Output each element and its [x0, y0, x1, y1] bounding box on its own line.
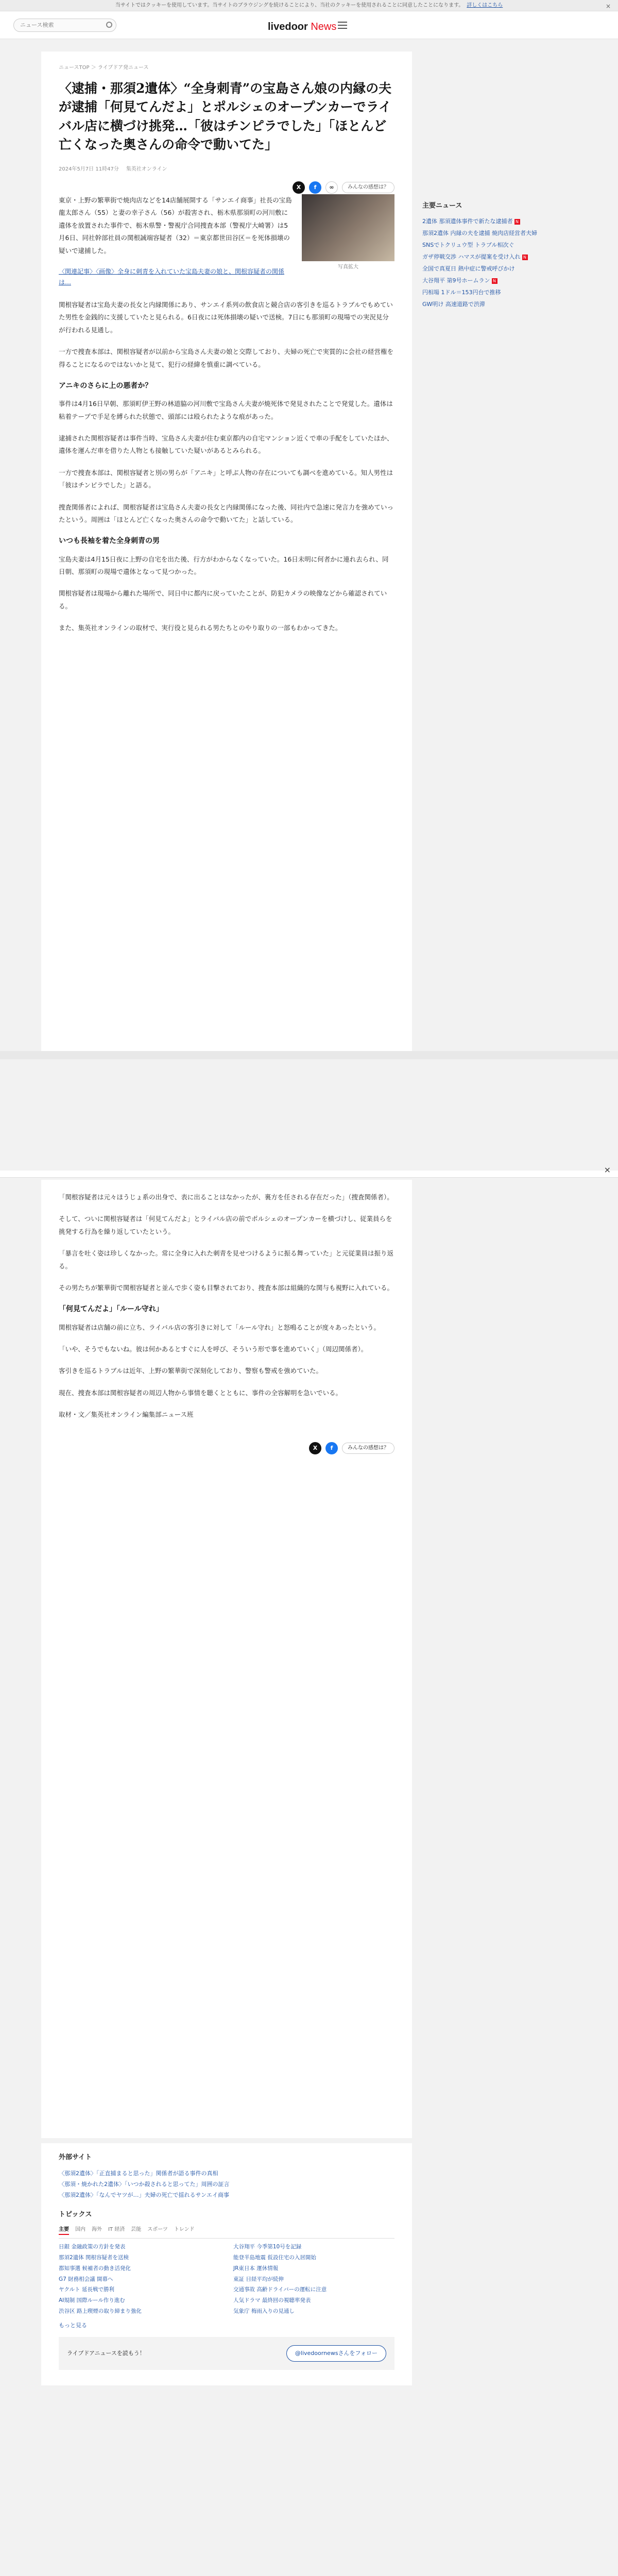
body-paragraph: また、集英社オンラインの取材で、実行役と見られる男たちとのやり取りの一部もわかってきた。 [59, 624, 342, 632]
search-icon[interactable] [106, 22, 112, 28]
article-meta [59, 162, 394, 177]
topic-item[interactable]: 日銀 金融政策の方針を発表 [59, 2244, 126, 2250]
external-link[interactable]: 〈那須・焼かれた2遺体〉「いつか殺されると思ってた」周囲の証言 [59, 2180, 230, 2188]
body-paragraph: 一方で捜査本部は、関根容疑者と別の男らが「アニキ」と呼ぶ人物の存在についても調べを進めている。知人男性は「彼はチンピラでした」と語る。 [59, 468, 393, 489]
article-credit: 取材・文／集英社オンライン編集部ニュース班 [59, 1411, 194, 1419]
tab-sports[interactable]: スポーツ [147, 2227, 168, 2233]
topic-item[interactable]: 都知事選 候補者の動き活発化 [59, 2265, 131, 2272]
body-paragraph: 一方で捜査本部は、関根容疑者が以前から宝島さん夫妻の娘と交際しており、夫婦の死亡で実質的に会社の経営権を得ることになるのではないかと見て、犯行の経緯を慎重に調べている。 [59, 348, 394, 368]
related-link[interactable]: 〈関連記事〉〈画像〉全身に刺青を入れていた宝島夫妻の娘と、関根容疑者の関係は… [59, 267, 285, 286]
body-paragraph: 「いや、そうでもないね。彼は何かあるとすぐに人を呼び、そういう形で事を進めていく」（周辺関係者）。 [59, 1345, 368, 1353]
sidebar-news-item[interactable]: 大谷翔平 第9号ホームラン N [422, 276, 577, 285]
article-title: 〈逮捕・那須2遺体〉“全身刺青”の宝島さん娘の内縁の夫が逮捕「何見てんだよ」とポルシェのオープンカーでライバル店に横づけ挑発…「彼はチンピラでした」「ほとんど亡くなった奥さんの命令で動いてた」 [59, 81, 392, 152]
tab-trend[interactable]: トレンド [174, 2227, 195, 2233]
divider [0, 1171, 618, 1178]
body-paragraph: 客引きを巡るトラブルは近年、上野の繁華街で深刻化しており、警察も警戒を強めていた。 [59, 1367, 323, 1375]
sidebar-news-item[interactable]: SNSでトクリュウ型 トラブル相次ぐ [422, 241, 514, 248]
new-badge-icon: N [522, 255, 528, 260]
sidebar [422, 201, 577, 312]
follow-box [59, 2337, 394, 2370]
divider [0, 1051, 618, 1059]
facebook-share-icon[interactable]: f [309, 181, 321, 194]
reactions-button[interactable]: みんなの感想は？ [342, 1443, 394, 1454]
photo-caption[interactable]: 写真拡大 [338, 264, 358, 270]
body-paragraph: 「関根容疑者は元々ほうじょ系の出身で、表に出ることはなかったが、裏方を任される存在だった」（捜査関係者）。 [59, 1193, 393, 1201]
section-heading: いつも長袖を着た全身刺青の男 [59, 537, 160, 546]
body-paragraph: その男たちが繁華街で関根容疑者と並んで歩く姿も目撃されており、捜査本部は組織的な関与も視野に入れている。 [59, 1283, 394, 1292]
sidebar-news-item[interactable]: ガザ停戦交渉 ハマスが提案を受け入れ N [422, 252, 577, 261]
topic-item[interactable]: 東証 日経平均が続伸 [233, 2276, 284, 2282]
topic-item[interactable]: 交通事故 高齢ドライバーの運転に注意 [233, 2286, 327, 2293]
body-paragraph: 関根容疑者は宝島夫妻の長女と内縁関係にあり、サンエイ系列の飲食店と競合店の客引きを巡るトラブルでもめていた男性を金銭的に支援していたと見られる。6日夜には死体損壊の疑いで送検。7日にも那須町の現場での実況見分が行われる見通し。 [59, 301, 393, 334]
close-icon[interactable]: × [605, 3, 611, 10]
topic-list [59, 2243, 394, 2316]
lower-section [41, 2143, 412, 2385]
topic-item[interactable]: 気象庁 梅雨入りの見通し [233, 2308, 295, 2315]
external-link[interactable]: 〈那須2遺体〉「なんでヤツが…」夫婦の死亡で揺れるサンエイ商事 [59, 2191, 229, 2198]
sidebar-title: 主要ニュース [422, 202, 462, 210]
reactions-button[interactable]: みんなの感想は？ [342, 182, 394, 193]
link-share-icon[interactable]: ∞ [325, 181, 338, 194]
breadcrumb[interactable]: ニュースTOP ＞ ライブドア発ニュース [59, 65, 149, 71]
menu-icon[interactable] [338, 22, 347, 29]
cookie-text: 当サイトではクッキーを使用しています。当サイトのブラウジングを続けることにより、当社のクッキーを使用されることに同意したことになります。 [115, 2, 464, 8]
body-paragraph: 「暴言を吐く姿は珍しくなかった。常に全身に入れた刺青を見せつけるように振る舞っていた」と元従業員は振り返る。 [59, 1249, 394, 1270]
sidebar-news-item[interactable]: 2遺体 那須遺体事件で新たな逮捕者 N [422, 217, 577, 226]
body-paragraph: 捜査関係者によれば、関根容疑者は宝島さん夫妻の長女と内縁関係になった後、同社内で急速に発言力を強めていったという。周囲は「ほとんど亡くなった奥さんの命令で動いてた」と話している。 [59, 503, 394, 523]
external-title: 外部サイト [59, 2154, 92, 2161]
section-heading: 「何見てんだよ」「ルール守れ」 [59, 1305, 163, 1314]
topic-tabs [59, 2226, 394, 2239]
article-continued [41, 1180, 412, 2138]
tab-entertainment[interactable]: 芸能 [131, 2227, 142, 2233]
new-badge-icon: N [492, 278, 497, 284]
article-main [41, 52, 412, 1051]
article-date: 2024年5月7日 11時47分 [59, 166, 119, 172]
share-bar [59, 1442, 394, 1454]
body-paragraph: 事件は4月16日早朝、那須町伊王野の林道脇の河川敷で宝島さん夫妻が焼死体で発見されたことで発覚した。遺体は粘着テープで手足を縛られた状態で、頭部には殴られたような痕があった。 [59, 400, 393, 420]
topic-item[interactable]: ヤクルト 延長戦で勝利 [59, 2286, 115, 2293]
tab-domestic[interactable]: 国内 [75, 2227, 85, 2233]
sidebar-news-item[interactable]: GW明け 高速道路で渋滞 [422, 301, 485, 308]
topic-item[interactable]: 能登半島地震 仮設住宅の入居開始 [233, 2255, 316, 2261]
topic-item[interactable]: 那須2遺体 関根容疑者を送検 [59, 2255, 129, 2261]
new-badge-icon: N [514, 219, 520, 225]
article-photo[interactable] [302, 194, 394, 272]
search-input[interactable] [13, 19, 116, 32]
external-link[interactable]: 〈那須2遺体〉「正直捕まると思った」関係者が語る事件の真相 [59, 2170, 218, 2177]
sidebar-news-item[interactable]: 那須2遺体 内縁の夫を逮捕 焼肉店経営者夫婦 [422, 229, 537, 236]
follow-button[interactable]: @livedoornewsさんをフォロー [286, 2345, 386, 2362]
close-icon[interactable]: × [604, 1165, 611, 1175]
topic-item[interactable]: JR東日本 運休情報 [233, 2265, 279, 2272]
body-paragraph: 現在、捜査本部は関根容疑者の周辺人物から事情を聴くとともに、事件の全容解明を急いでいる。 [59, 1388, 342, 1397]
body-paragraph: 逮捕された関根容疑者は事件当時、宝島さん夫妻が住む東京都内の自宅マンション近くで車の手配をしていたほか、遺体を運んだ車を借りた人物とも接触していた疑いがあるとみられる。 [59, 434, 393, 455]
more-topics-link[interactable]: もっと見る [59, 2321, 87, 2329]
topic-item[interactable]: AI規制 国際ルール作り進む [59, 2297, 125, 2304]
body-paragraph: 東京・上野の繁華街で焼肉店などを14店舗展開する「サンエイ商事」社長の宝島龍太郎さん（55）と妻の幸子さん（56）が殺害され、栃木県那須町の河川敷に遺体を放置された事件で、栃木県警・警視庁合同捜査本部（警視庁大崎署）は5月6日、同社幹部社員の関根誠端容疑者（32）＝東京都世田谷区＝を死体損壊の疑いで逮捕した。 [59, 196, 292, 255]
article-image[interactable] [302, 194, 394, 261]
article-source[interactable]: 集英社オンライン [126, 166, 167, 172]
site-logo[interactable]: livedoor News [268, 21, 337, 32]
tab-it-economy[interactable]: IT 経済 [108, 2227, 125, 2233]
cookie-details-link[interactable]: 詳しくはこちら [467, 2, 503, 8]
body-paragraph: 宝島夫妻は4月15日夜に上野の自宅を出た後、行方がわからなくなっていた。16日未明に何者かに連れ去られ、同日朝、那須町の現場で遺体となって見つかった。 [59, 555, 389, 576]
tab-overseas[interactable]: 海外 [92, 2227, 102, 2233]
topics-title: トピックス [59, 2211, 92, 2219]
body-paragraph: 関根容疑者は店舗の前に立ち、ライバル店の客引きに対して「ルール守れ」と怒鳴ることが度々あったという。 [59, 1323, 381, 1331]
x-share-icon[interactable]: X [309, 1442, 321, 1454]
tab-main[interactable]: 主要 [59, 2226, 69, 2235]
body-paragraph: そして、ついに関根容疑者は「何見てんだよ」とライバル店の前でポルシェのオープンカーを横づけし、従業員らを挑発する行為を繰り返していたという。 [59, 1215, 392, 1235]
topic-item[interactable]: 渋谷区 路上喫煙の取り締まり強化 [59, 2308, 142, 2315]
cookie-notice [0, 0, 618, 11]
x-share-icon[interactable]: X [293, 181, 305, 194]
facebook-share-icon[interactable]: f [325, 1442, 338, 1454]
section-heading: アニキのさらに上の悪者か？ [59, 381, 152, 390]
sidebar-news-item[interactable]: 全国で真夏日 熱中症に警戒呼びかけ [422, 265, 515, 272]
share-bar [293, 181, 394, 194]
topic-item[interactable]: 人気ドラマ 最終回の視聴率発表 [233, 2297, 311, 2304]
follow-text: ライブドアニュースを読もう！ [67, 2350, 145, 2357]
body-paragraph: 関根容疑者は現場から離れた場所で、同日中に都内に戻っていたことが、防犯カメラの映像などから確認されている。 [59, 589, 387, 610]
topic-item[interactable]: 大谷翔平 今季第10号を記録 [233, 2244, 302, 2250]
site-header [0, 11, 618, 39]
topic-item[interactable]: G7 財務相会議 開幕へ [59, 2276, 113, 2282]
sidebar-news-item[interactable]: 円相場 1ドル＝153円台で推移 [422, 289, 501, 296]
